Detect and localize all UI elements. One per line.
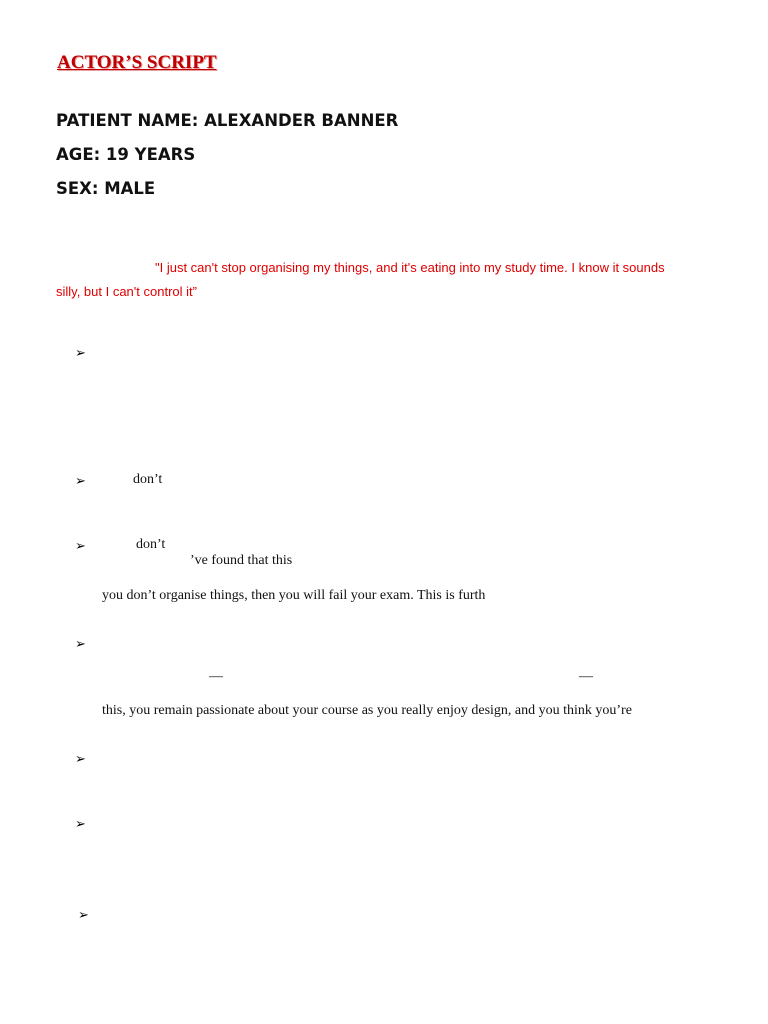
bullet-arrow-icon: ➢: [75, 345, 86, 360]
bullet-arrow-icon: ➢: [75, 816, 86, 831]
page-title: ACTOR’S SCRIPT: [57, 52, 217, 73]
fragment-dash: —: [209, 669, 223, 684]
fragment-found: ’ve found that this: [190, 553, 293, 568]
fragment-dash: —: [579, 669, 593, 684]
bullet-arrow-icon: ➢: [75, 538, 86, 553]
patient-quote-line-2: silly, but I can't control it”: [56, 284, 197, 299]
patient-sex: SEX: MALE: [56, 179, 156, 198]
fragment-dont: don’t: [136, 537, 166, 552]
patient-name: PATIENT NAME: ALEXANDER BANNER: [56, 111, 399, 130]
patient-age: AGE: 19 YEARS: [56, 145, 196, 164]
bullet-arrow-icon: ➢: [78, 907, 89, 922]
fragment-passionate: this, you remain passionate about your course as you really enjoy design, and you think you’re: [102, 703, 632, 718]
bullet-arrow-icon: ➢: [75, 473, 86, 488]
bullet-arrow-icon: ➢: [75, 636, 86, 651]
fragment-dont: don’t: [133, 472, 163, 487]
fragment-organise: you don’t organise things, then you will fail your exam. This is furth: [102, 588, 486, 603]
bullet-arrow-icon: ➢: [75, 751, 86, 766]
patient-quote-line-1: "I just can't stop organising my things, and it's eating into my study time. I know it sounds: [155, 260, 665, 275]
